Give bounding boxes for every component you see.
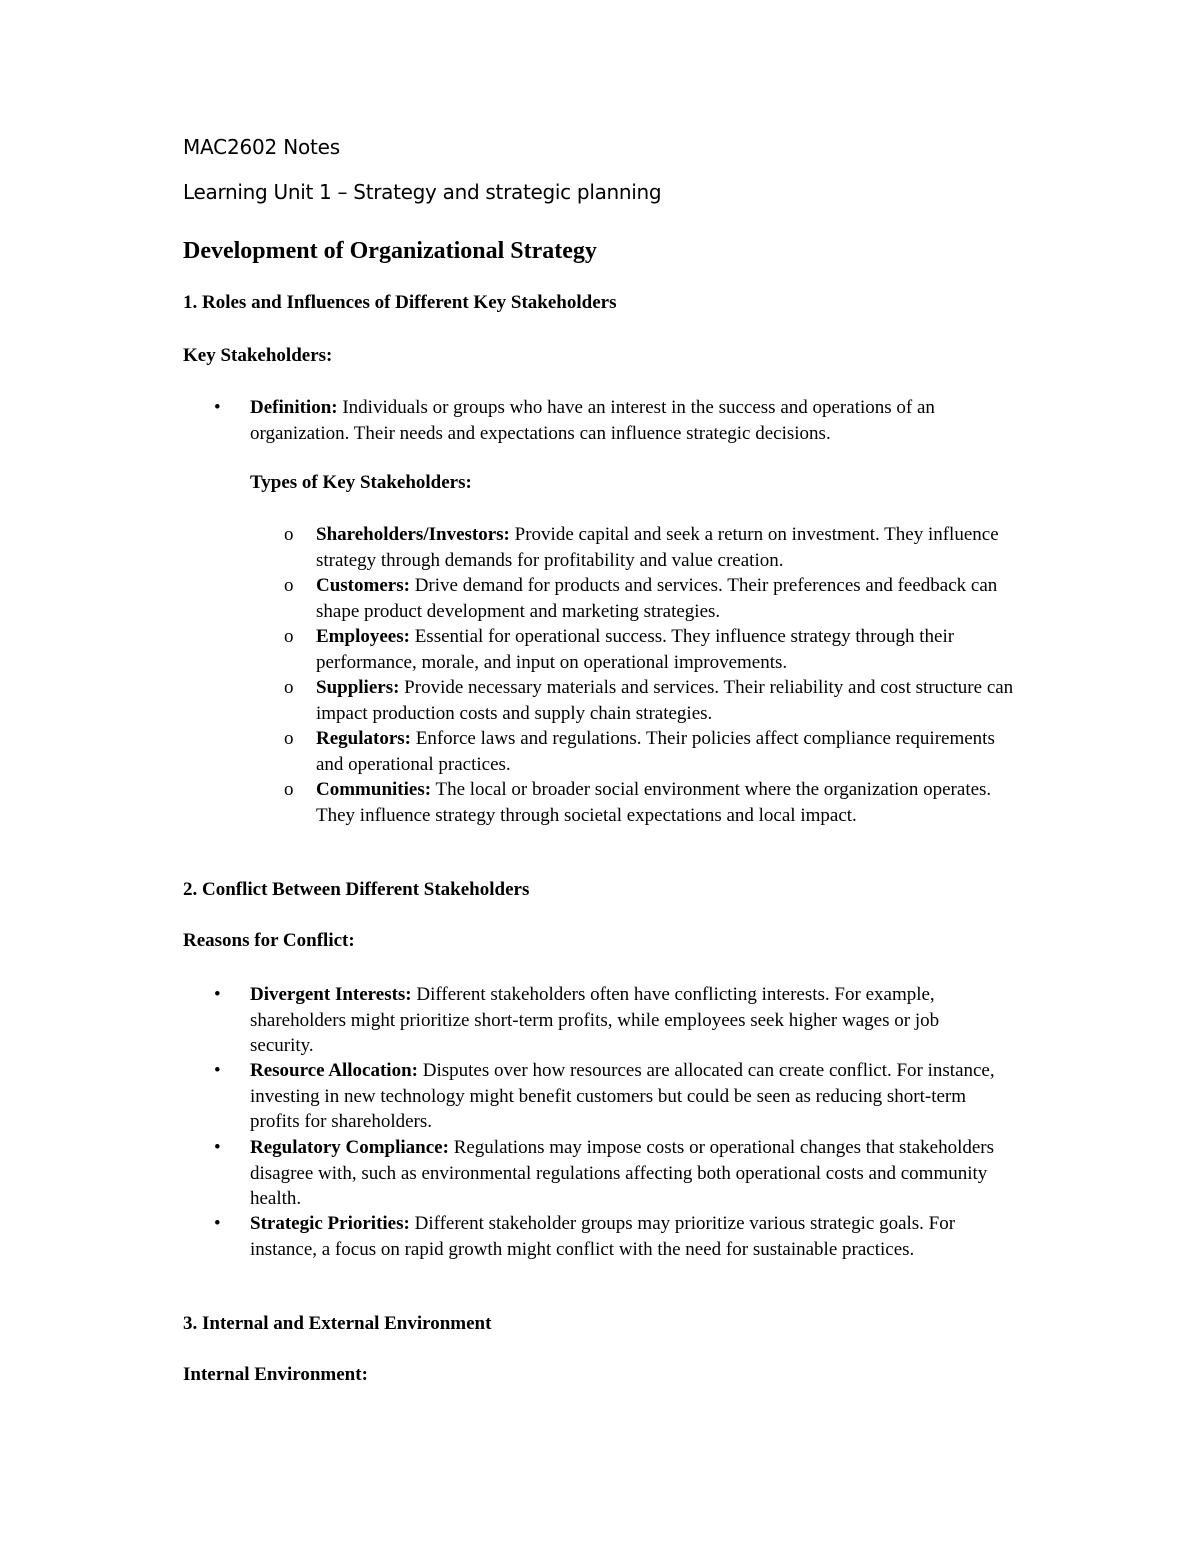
- definition-term: Definition:: [250, 397, 338, 418]
- stakeholder-type-item: [316, 573, 1026, 624]
- definition-text: Individuals or groups who have an interest in the success and operations of an organization. Their needs and expectations can influence strategic decisions.: [250, 397, 935, 444]
- unit-title: Learning Unit 1 – Strategy and strategic planning: [183, 180, 662, 204]
- section2-subheading: Reasons for Conflict:: [183, 930, 355, 951]
- conflict-reason-text: Different stakeholder groups may prioritize various strategic goals. For instance, a focus on rapid growth might conflict with the need for sustainable practices.: [250, 1213, 956, 1260]
- section3-subheading: Internal Environment:: [183, 1364, 368, 1385]
- conflict-reason-term: Strategic Priorities:: [250, 1213, 410, 1234]
- conflict-reason-term: Resource Allocation:: [250, 1060, 418, 1081]
- stakeholder-type-text: Provide capital and seek a return on investment. They influence strategy through demands for profitability and value creation.: [316, 524, 999, 571]
- bullet-marker: •: [214, 1213, 221, 1234]
- stakeholder-type-text: The local or broader social environment where the organization operates. They influence strategy through societal expectations and local impact.: [316, 779, 992, 826]
- conflict-reason-term: Divergent Interests:: [250, 984, 412, 1005]
- conflict-reason-term: Regulatory Compliance:: [250, 1137, 449, 1158]
- main-heading: Development of Organizational Strategy: [183, 238, 597, 264]
- stakeholder-type-text: Provide necessary materials and services. Their reliability and cost structure can impact production costs and supply chain strategies.: [316, 677, 1014, 724]
- stakeholder-type-item: [316, 624, 1026, 675]
- stakeholder-type-text: Essential for operational success. They influence strategy through their performance, morale, and input on operational improvements.: [316, 626, 955, 673]
- conflict-reason-item: [250, 1135, 1020, 1212]
- stakeholder-type-term: Suppliers:: [316, 677, 400, 698]
- conflict-reason-text: Different stakeholders often have conflicting interests. For example, shareholders might prioritize short-term profits, while employees seek higher wages or job security.: [250, 984, 940, 1056]
- stakeholder-type-term: Regulators:: [316, 728, 411, 749]
- stakeholder-type-item: [316, 522, 1026, 573]
- bullet-marker: •: [214, 984, 221, 1005]
- stakeholder-type-item: [316, 675, 1026, 726]
- types-heading: Types of Key Stakeholders:: [250, 472, 472, 493]
- section2-heading: 2. Conflict Between Different Stakeholders: [183, 879, 530, 900]
- bullet-marker: •: [214, 1137, 221, 1158]
- sub-bullet-marker: o: [284, 626, 294, 647]
- sub-bullet-marker: o: [284, 575, 294, 596]
- conflict-reason-item: [250, 1058, 1010, 1135]
- stakeholder-type-item: [316, 726, 1026, 777]
- bullet-marker: •: [214, 1060, 221, 1081]
- stakeholder-type-term: Communities:: [316, 779, 432, 800]
- stakeholder-type-term: Employees:: [316, 626, 410, 647]
- doc-title: MAC2602 Notes: [183, 135, 340, 159]
- stakeholder-type-item: [316, 777, 1026, 828]
- sub-bullet-marker: o: [284, 728, 294, 749]
- sub-bullet-marker: o: [284, 524, 294, 545]
- bullet-marker: •: [214, 397, 221, 418]
- definition-item: [250, 395, 1020, 446]
- stakeholder-type-text: Enforce laws and regulations. Their policies affect compliance requirements and operational practices.: [316, 728, 995, 775]
- conflict-reason-text: Disputes over how resources are allocated can create conflict. For instance, investing in new technology might benefit customers but could be seen as reducing short-term profits for shareholders.: [250, 1060, 995, 1132]
- sub-bullet-marker: o: [284, 779, 294, 800]
- stakeholder-type-term: Customers:: [316, 575, 410, 596]
- conflict-reason-item: [250, 1211, 990, 1262]
- section3-heading: 3. Internal and External Environment: [183, 1313, 492, 1334]
- conflict-reason-item: [250, 982, 980, 1059]
- section1-heading: 1. Roles and Influences of Different Key Stakeholders: [183, 292, 617, 313]
- conflict-reason-text: Regulations may impose costs or operational changes that stakeholders disagree with, such as environmental regulations affecting both operational costs and community health.: [250, 1137, 995, 1209]
- stakeholder-type-text: Drive demand for products and services. Their preferences and feedback can shape product development and marketing strategies.: [316, 575, 998, 622]
- sub-bullet-marker: o: [284, 677, 294, 698]
- stakeholder-type-term: Shareholders/Investors:: [316, 524, 510, 545]
- section1-subheading: Key Stakeholders:: [183, 345, 333, 366]
